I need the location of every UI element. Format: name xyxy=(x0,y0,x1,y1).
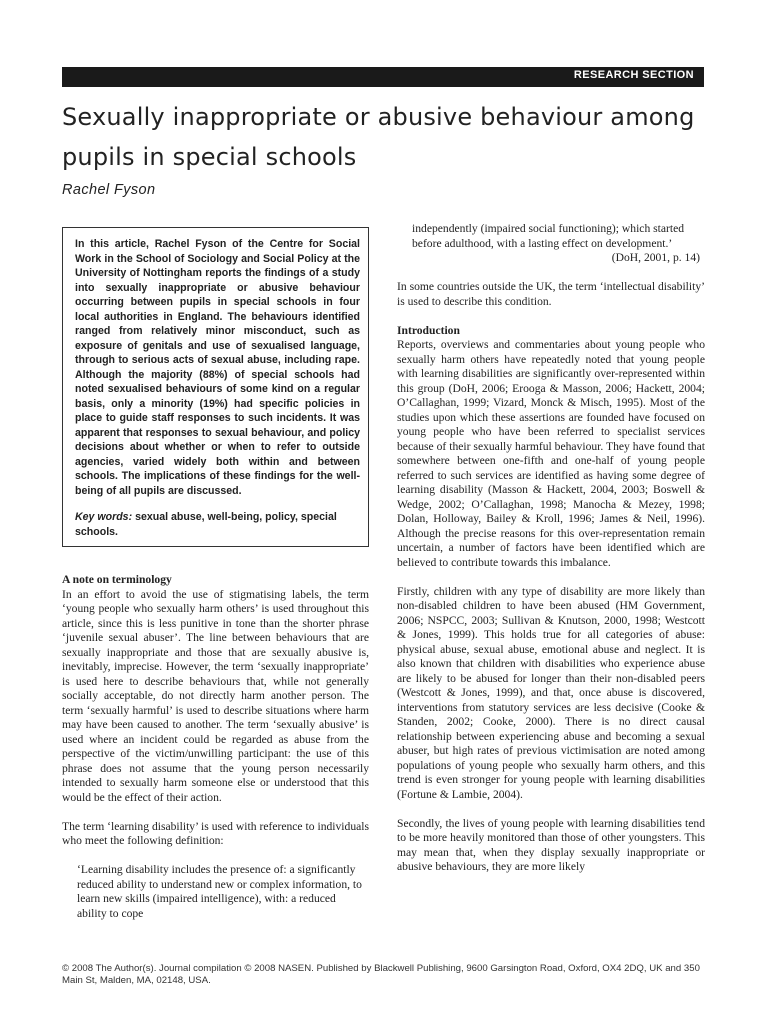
keywords-label: Key words: xyxy=(75,511,133,523)
right-column xyxy=(397,222,705,875)
quote-citation: (DoH, 2001, p. 14) xyxy=(611,251,700,264)
definition-quote-text: ‘Learning disability includes the presence of: a significantly reduced ability to understand new or complex information, to learn new skills (impaired intelligence), with: a reduced ability to cope xyxy=(77,863,362,920)
article-title: Sexually inappropriate or abusive behaviour among pupils in special schools xyxy=(62,103,695,171)
intellectual-disability-paragraph: In some countries outside the UK, the term ‘intellectual disability’ is used to describe this condition. xyxy=(397,280,705,308)
definition-quote-continued-text: independently (impaired social functioning); which started before adulthood, with a lasting effect on development.’ xyxy=(412,222,685,250)
definition-quote-continued xyxy=(397,222,705,266)
introduction-heading: Introduction xyxy=(397,323,460,337)
author-name: Rachel Fyson xyxy=(62,182,156,198)
introduction-paragraph-3: Secondly, the lives of young people with learning disabilities tend to be more heavily monitored than those of other youngsters. This may mean that, when they display sexually inappropriate or abusive behaviours, they are more likely xyxy=(397,816,705,873)
footer-copyright: © 2008 The Author(s). Journal compilation © 2008 NASEN. Published by Blackwell Publishing, 9600 Garsington Road, Oxford, OX4 2DQ, UK and 350 Main St, Malden, MA, 02148, USA. xyxy=(62,963,700,986)
terminology-paragraph: In an effort to avoid the use of stigmatising labels, the term ‘young people who sexually harm others’ is used throughout this article, since this is less punitive in tone than the shorter phrase ‘juvenile sexual abuser’. The line between behaviours that are sexually inappropriate and those that are sexually abusive is, inevitably, imprecise. However, the term ‘sexually inappropriate’ is used here to describe behaviours that, while not generally socially acceptable, do not directly harm another person. The term ‘sexually harmful’ is used to describe situations where harm may have been caused to another. The term ‘sexually abusive’ is used where an incident could be regarded as abuse from the perspective of the victim/unwilling participant: the use of this phrase does not assume that the young person necessarily intended to sexually harm someone else or understood that this would be the effect of their action. xyxy=(62,587,369,804)
definition-quote xyxy=(62,863,369,921)
keywords-list: sexual abuse, well-being, policy, special schools. xyxy=(75,511,337,538)
abstract-text: In this article, Rachel Fyson of the Centre for Social Work in the School of Sociology and Social Policy at the University of Nottingham reports the findings of a study into sexually inappropriate or abusive behaviour occurring between pupils in special schools in four local authorities in England. The behaviours identified ranged from relatively minor misconduct, such as exposure of genitals and use of sexualised language, through to serious acts of sexual abuse, including rape. Although the majority (88%) of special schools had noted sexualised behaviours of some kind on a regular basis, only a minority (19%) had specific policies in place to guide staff responses to such incidents. It was apparent that responses to sexual behaviour, and policy decisions about whether or when to refer to outside agencies, varied widely both within and between schools. The implications of these findings for the well-being of all pupils are discussed. xyxy=(75,238,360,497)
section-header-bar xyxy=(62,67,704,87)
definition-intro-paragraph: The term ‘learning disability’ is used with reference to individuals who meet the following definition: xyxy=(62,819,369,847)
section-label: RESEARCH SECTION xyxy=(573,69,694,81)
introduction-paragraph-1: Reports, overviews and commentaries about young people who sexually harm others have repeatedly noted that young people with learning disabilities are significantly over-represented within this group (DoH, 2006; Erooga & Masson, 2006; Hackett, 2004; O’Callaghan, 1999; Vizard, Monck & Misch, 1995). Most of the studies upon which these assertions are founded have focused on young people who have been referred to specialist services because of their sexually harmful behaviour. They have found that somewhere between one-fifth and one-half of young people referred to such services are identified as having some degree of learning disability (Masson & Hackett, 2004, 2003; Boswell & Wedge, 2002; O’Callaghan, 1998; Manocha & Mezey, 1998; Dolan, Holloway, Bailey & Kroll, 1996; James & Neil, 1996). Although the precise reasons for this over-representation remain uncertain, a number of factors have been identified which are believed to contribute towards this imbalance. xyxy=(397,338,705,569)
introduction-paragraph-2: Firstly, children with any type of disability are more likely than non-disabled children to have been abused (HM Government, 2006; NSPCC, 2003; Sullivan & Knutson, 2000, 1998; Westcott & Jones, 1999). This holds true for all categories of abuse: physical abuse, sexual abuse, emotional abuse and neglect. It is also known that children with disabilities who experience abuse are likely to be abused for longer than their non-disabled peers (Westcott & Jones, 1999), and that, once abuse is discovered, interventions from statutory services are less decisive (Cooke & Standen, 2002; Cooke, 2000). There is no direct causal relationship between experiencing abuse and becoming a sexual abuser, but high rates of previous victimisation are noted among populations of young people who sexually harm others, and this trend is even stronger for young people with learning disabilities (Fortune & Lambie, 2004). xyxy=(397,584,705,801)
abstract-box xyxy=(62,227,369,547)
terminology-heading: A note on terminology xyxy=(62,573,172,586)
left-column xyxy=(62,573,369,921)
keywords xyxy=(75,510,360,539)
